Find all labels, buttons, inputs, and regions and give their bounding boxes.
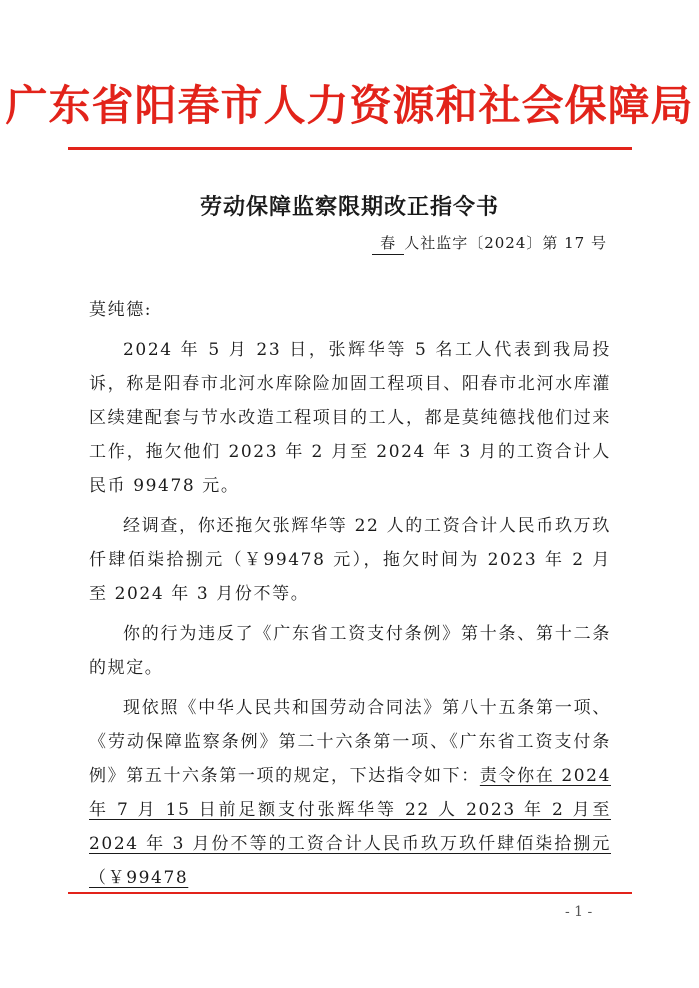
salutation: 莫纯德: <box>89 300 153 320</box>
paragraph-investigation: 经调查，你还拖欠张辉华等 22 人的工资合计人民币玖万玖仟肆佰柒拾捌元（￥99478 元），拖欠时间为 2023 年 2 月至 2024 年 3 月份不等。 <box>89 516 611 604</box>
document-body <box>89 293 611 901</box>
order-directive-text: 责令你在 2024 年 7 月 15 日前足额支付张辉华等 22 人 2023 年 2 月至 2024 年 3 月份不等的工资合计人民币玖万玖仟肆佰柒拾捌元（￥99478 <box>89 766 611 888</box>
page-number: - 1 - <box>565 904 593 920</box>
document-title: 劳动保障监察限期改正指令书 <box>199 194 499 220</box>
footer-red-rule <box>68 892 632 894</box>
paragraph-complaint: 2024 年 5 月 23 日，张辉华等 5 名工人代表到我局投诉，称是阳春市北河水库除险加固工程项目、阳春市北河水库灌区续建配套与节水改造工程项目的工人，都是莫纯德找他们过来工作，拖欠他们 2023 年 2 月至 2024 年 3 月的工资合计人民币 99478 元。 <box>89 340 611 496</box>
document-number-prefix: 春 <box>372 232 404 255</box>
header-red-rule <box>68 147 632 150</box>
paragraph-violation: 你的行为违反了《广东省工资支付条例》第十条、第十二条的规定。 <box>89 624 611 678</box>
paragraph-order <box>89 691 611 895</box>
document-number-rest: 人社监字〔2024〕第 17 号 <box>404 234 607 252</box>
order-basis-text: 现依照《中华人民共和国劳动合同法》第八十五条第一项、《劳动保障监察条例》第二十六条第一项、《广东省工资支付条例》第五十六条第一项的规定，下达指令如下： <box>89 698 611 786</box>
document-number <box>372 232 607 255</box>
agency-header: 广东省阳春市人力资源和社会保障局 <box>5 81 694 130</box>
